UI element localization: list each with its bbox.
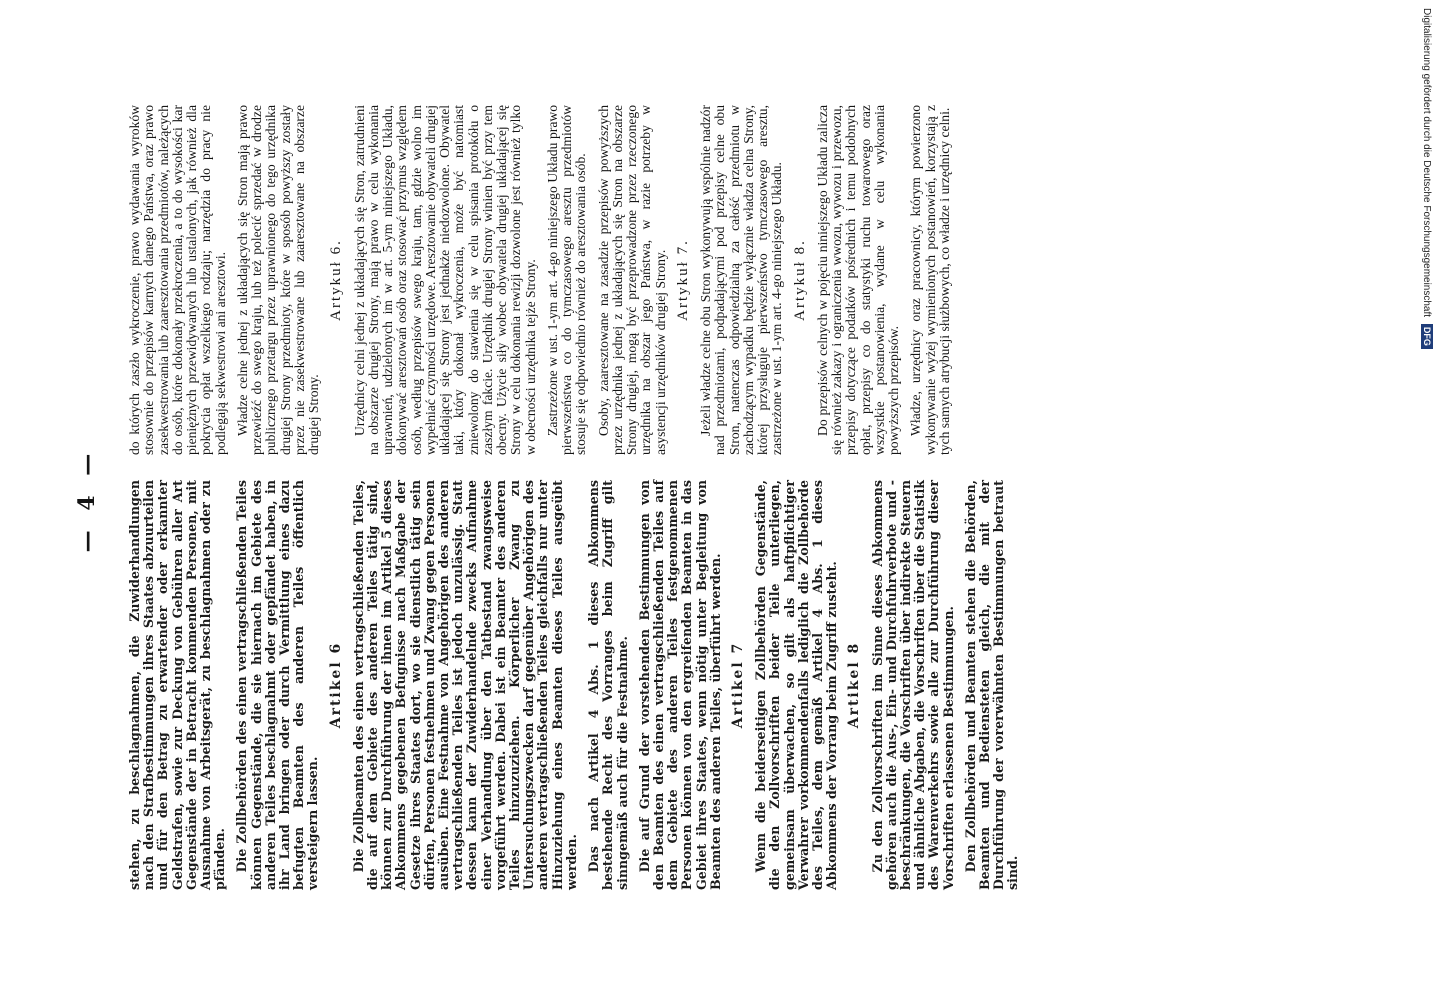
german-article-heading: Artikel 6 — [327, 641, 344, 729]
polish-paragraph: Osoby, zaaresztowane na zasadzie przepisów powyższych przez urzędnika jednej z układających się Stron na obszarze Strony drugiej, mogą być przeprowadzone przez rzeczonego urzędnika na obszar jego Państwa, w razie potrzeby w asystencji urzędników drugiej Strony. — [595, 105, 668, 455]
polish-paragraph: do których zaszło wykroczenie, prawo wydawania wyroków stosownie do przepisów karnych danego Państwa, oraz prawo zasekwestrowania lub zaaresztowania przedmiotów, należących do osób, które dokonały przekroczenia, a to do wysokości kar pieniężnych przewidywanych lub ustalonych, jak również dla pokrycia opłat wszelkiego rodzaju; narzędzia do pracy nie podlegają sekwestrowi ani aresztowi. — [127, 105, 228, 455]
german-paragraph: stehen, zu beschlagnahmen, die Zuwiderhandlungen nach den Strafbestimmungen ihres Staates abzuurteilen und für den Betrag zu erwartender oder erkannter Geldstrafen, sowie zur Deckung von Gebühren aller Art Gegenstände der in Betracht kommenden Personen, mit Ausnahme von Arbeitsgerät, zu beschlagnahmen oder zu pfänden. — [127, 480, 228, 890]
polish-paragraph: Do przepisów celnych w pojęciu niniejszego Układu zalicza się również zakazy i ograniczenia wwozu, wywozu i przewozu, przepisy dotyczące podatków pośrednich i temu podobnych opłat, przepisy co do statystyki ruchu towarowego oraz wszystkie postanowienia, wydane w celu wykonania powyższych przepisów. — [814, 105, 901, 455]
polish-article-heading: Artykuł 8. — [791, 239, 808, 321]
polish-article-heading: Artykuł 7. — [674, 239, 691, 321]
german-paragraph: Das nach Artikel 4 Abs. 1 dieses Abkommens bestehende Recht des Vorranges beim Zugriff gilt sinngemäß auch für die Festnahme. — [586, 480, 630, 890]
dfg-logo: DFG — [1421, 324, 1433, 349]
german-article-heading: Artikel 8 — [846, 641, 863, 729]
page-number: — 4 — — [74, 447, 100, 553]
polish-column — [128, 105, 960, 455]
polish-paragraph: Władze, urzędnicy oraz pracownicy, którym powierzono wykonywanie wyżej wymienionych postanowień, korzystają z tych samych atrybucji służbowych, co władze i urzędnicy celni. — [908, 105, 952, 455]
german-paragraph: Die Zollbeamten des einen vertragschließenden Teiles, die auf dem Gebiete des anderen Teiles tätig sind, können zur Durchführung der ihnen im Artikel 5 dieses Abkommens gegebenen Befugnisse nach Maßgabe der Gesetze ihres Staates dort, wo sie dienstlich tätig sein dürfen, Personen festnehmen und Zwang gegen Personen ausüben. Eine Festnahme von Angehörigen des anderen vertragschließenden Teiles ist jedoch unzulässig. Statt dessen kann der Zuwiderhandelnde zwecks Aufnahme einer Verhandlung über den Tatbestand zwangsweise vorgeführt werden. Dabei ist ein Beamter des anderen Teiles hinzuzuziehen. Körperlicher Zwang zu Untersuchungszwecken darf gegenüber Angehörigen des anderen vertragschließenden Teiles gleichfalls nur unter Hinzuziehung eines Beamten dieses Teiles ausgeübt werden. — [350, 480, 579, 890]
polish-paragraph: Władze celne jednej z układających się Stron mają prawo przewieźć do swego kraju, lub też polecić sprzedać w drodze publicznego przetargu przez uprawnionego do tego urzędnika drugiej Strony przedmioty, które w sposób powyższy zostały przez nie zasekwestrowane lub zaaresztowane na obszarze drugiej Strony. — [234, 105, 321, 455]
polish-paragraph: Zastrzeżone w ust. 1-ym art. 4-go niniejszego Układu prawo pierwszeństwa co do tymczasowego aresztu przedmiotów stosuje się odpowiednio również do aresztowania osób. — [544, 105, 589, 455]
polish-paragraph: Urzędnicy celni jednej z układających się Stron, zatrudnieni na obszarze drugiej Strony, mają prawo w celu wykonania uprawnień, udzielonych im w art. 5-ym niniejszego Układu, dokonywać aresztowań osób oraz stosować przymus względem osób, według przepisów swego kraju, tam, gdzie wolno im wypełniać czynności urzędowe. Aresztowanie obywateli drugiej układającej się Strony jest jednakże niedozwolone. Obywatel taki, który dokonał wykroczenia, może być natomiast zniewolony do stawienia się w celu spisania protokółu o zaszłym fakcie. Urzędnik drugiej Strony winien być przy tem obecny. Użycie siły wobec obywatela drugiej układającej się Strony w celu dokonania rewizji dozwolone jest również tylko w obecności urzędnika tejże Strony. — [351, 105, 538, 455]
digitization-notice — [1418, 8, 1434, 788]
german-article-heading: Artikel 7 — [729, 641, 746, 729]
german-paragraph: Die Zollbehörden des einen vertragschließenden Teiles können Gegenstände, die sie hiernach im Gebiete des anderen Teiles beschlagnahmt oder gepfändet haben, in ihr Land bringen oder durch Vermittlung eines dazu befugten Beamten des anderen Teiles öffentlich versteigern lassen. — [234, 480, 321, 890]
polish-article-heading: Artykuł 6. — [328, 239, 345, 321]
german-paragraph: Wenn die beiderseitigen Zollbehörden Gegenstände, die den Zollvorschriften beider Teile unterliegen, gemeinsam überwachen, so gilt als haftpflichtiger Verwahrer vorkommendenfalls lediglich die Zollbehörde des Teiles, dem gemäß Artikel 4 Abs. 1 dieses Abkommens der Vorrang beim Zugriff zusteht. — [753, 480, 840, 890]
german-paragraph: Die auf Grund der vorstehenden Bestimmungen von den Beamten des einen vertragschließenden Teiles auf dem Gebiete des anderen Teiles festgenommenen Personen können von den ergreifenden Beamten in das Gebiet ihres Staates, wenn nötig unter Begleitung von Beamten des anderen Teiles, überführt werden. — [636, 480, 723, 890]
digitization-notice-text: Digitalisierung gefördert durch die Deutsche Forschungsgemeinschaft — [1421, 8, 1432, 318]
polish-paragraph: Jeżeli władze celne obu Stron wykonywują wspólnie nadzór nad przedmiotami, podpadającymi pod przepisy celne obu Stron, natenczas odpowiedzialną za całość przedmiotu w zachodzącym wypadku będzie wyłącznie władza celna Strony, której przysługuje pierwszeństwo tymczasowego aresztu, zastrzeżone w ust. 1-ym art. 4-go niniejszego Układu. — [698, 105, 785, 455]
german-paragraph: Den Zollbehörden und Beamten stehen die Behörden, Beamten und Bediensteten gleich, die mit der Durchführung der vorerwähnten Bestimmungen betraut sind. — [962, 480, 1021, 890]
german-column — [128, 480, 1029, 890]
german-paragraph: Zu den Zollvorschriften im Sinne dieses Abkommens gehören auch die Aus-, Ein- und Durchfuhrverbote und -beschränkungen, die Vorschriften über indirekte Steuern und ähnliche Abgaben, die Vorschriften über die Statistik des Warenverkehrs sowie alle zur Durchführung dieser Vorschriften erlassenen Bestimmungen. — [869, 480, 956, 890]
